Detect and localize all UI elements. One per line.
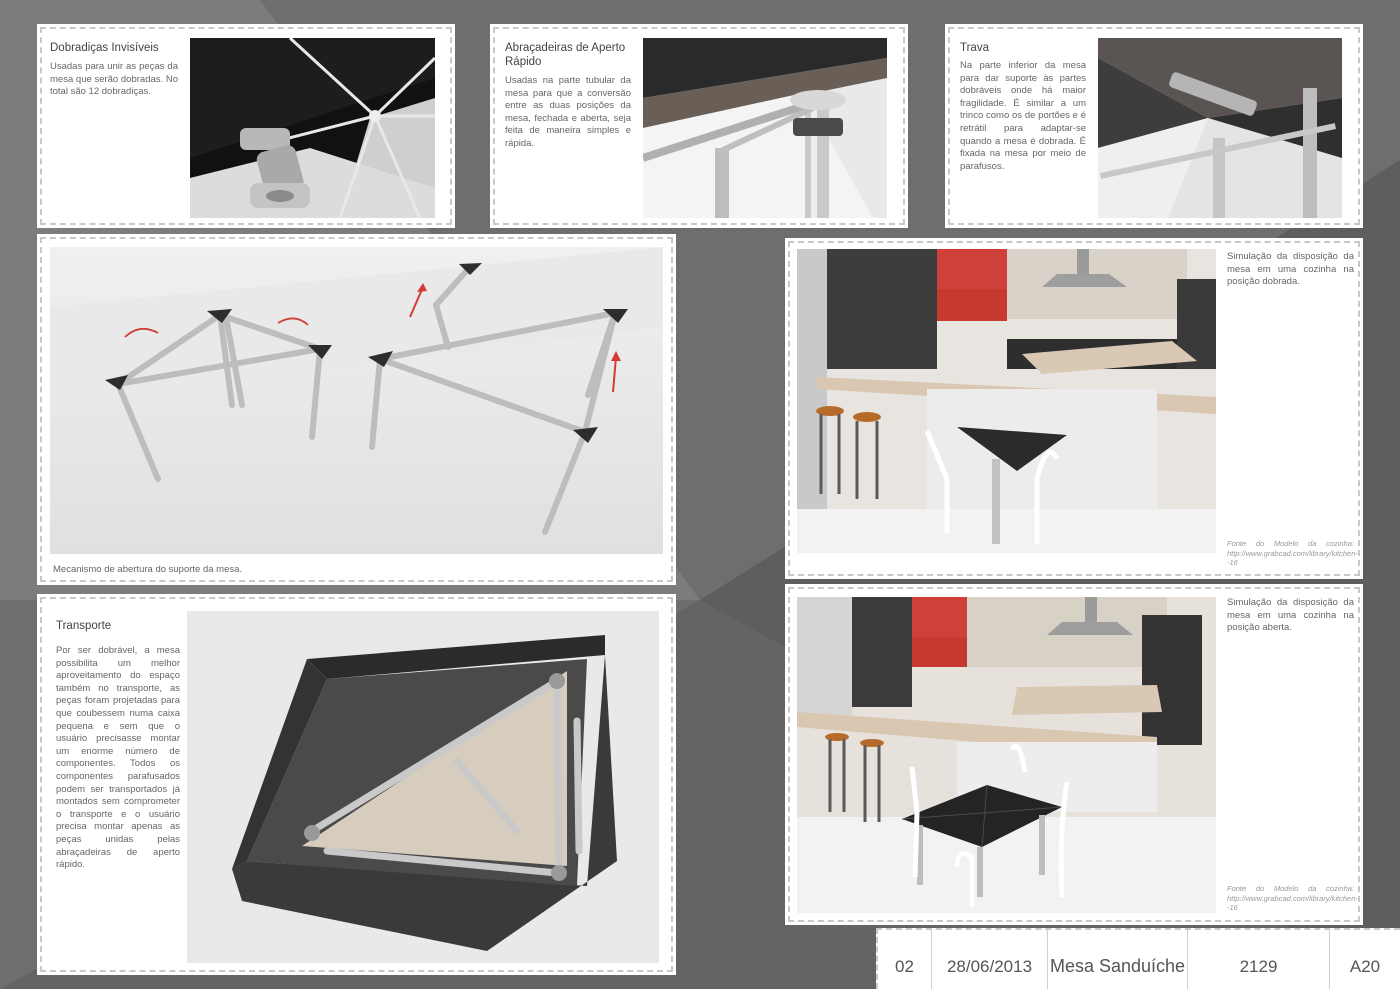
mechanism-render-image: [50, 247, 663, 554]
kitchen-open-render-image: [797, 597, 1216, 913]
panel-kitchen-open: [788, 587, 1360, 922]
panel-clamps: [493, 27, 905, 225]
panel-title: Dobradiças Invisíveis: [50, 42, 159, 54]
kitchen-folded-render-image: [797, 249, 1216, 553]
panel-text: Usadas para unir as peças da mesa que serão dobradas. No total são 12 dobradiças.: [50, 61, 178, 98]
panel-text: Por ser dobrável, a mesa possibilita um melhor aproveitamento do espaço também no transporte, as peças foram projetadas para que coubessem numa caixa pequena e sem que o usuário precisasse montar um enorme número de componentes. Todos os componentes parafusados podem ser transportados já montados sem comprometer o transporte e o usuário precisa montar apenas as peças unidas pelas abraçadeiras de aperto rápido.: [56, 645, 180, 871]
hinge-render-image: [190, 38, 435, 218]
panel-lock: [948, 27, 1360, 225]
sheet-format: A20: [1349, 956, 1381, 976]
panel-text: Simulação da disposição da mesa em uma cozinha na posição aberta.: [1227, 597, 1354, 634]
clamp-render-image: [643, 38, 887, 218]
title-block: [876, 928, 1400, 989]
panel-text: Na parte inferior da mesa para dar suporte às partes dobráveis onde há maior fragilidade. É similar a um trinco como os de portões e é retrátil para adaptar-se quando a mesa é dobrada. É fixada na mesa por meio de parafusos.: [960, 60, 1086, 172]
mechanism-caption: Mecanismo de abertura do suporte da mesa.: [53, 564, 243, 575]
panel-hinges: [40, 27, 452, 225]
panel-title: Transporte: [56, 620, 112, 632]
transport-box-render-image: [187, 611, 659, 963]
panel-kitchen-folded: [788, 241, 1360, 576]
panel-title: Trava: [960, 42, 989, 54]
source-note: Fonte do Modelo da cozinha: http://www.grabcad.com/library/kitchen--16: [1227, 884, 1358, 912]
source-note: Fonte do Modelo da cozinha: http://www.grabcad.com/library/kitchen--16: [1227, 539, 1358, 567]
project-code: 2129: [1188, 930, 1330, 989]
lock-render-image: [1098, 38, 1342, 218]
panel-mechanism: [40, 237, 673, 582]
panel-text: Usadas na parte tubular da mesa para que a conversão entre as duas posições da mesa, fechada e aberta, seja feita de maneira simples e rápida.: [505, 75, 631, 149]
panel-title: Abraçadeiras de Aperto Rápido: [505, 42, 626, 68]
sheet-number: 02: [878, 930, 932, 989]
panel-transport: [40, 597, 673, 972]
panel-text: Simulação da disposição da mesa em uma cozinha na posição dobrada.: [1227, 251, 1354, 288]
project-name: Mesa Sanduíche: [1048, 930, 1188, 989]
date: 28/06/2013: [932, 930, 1048, 989]
